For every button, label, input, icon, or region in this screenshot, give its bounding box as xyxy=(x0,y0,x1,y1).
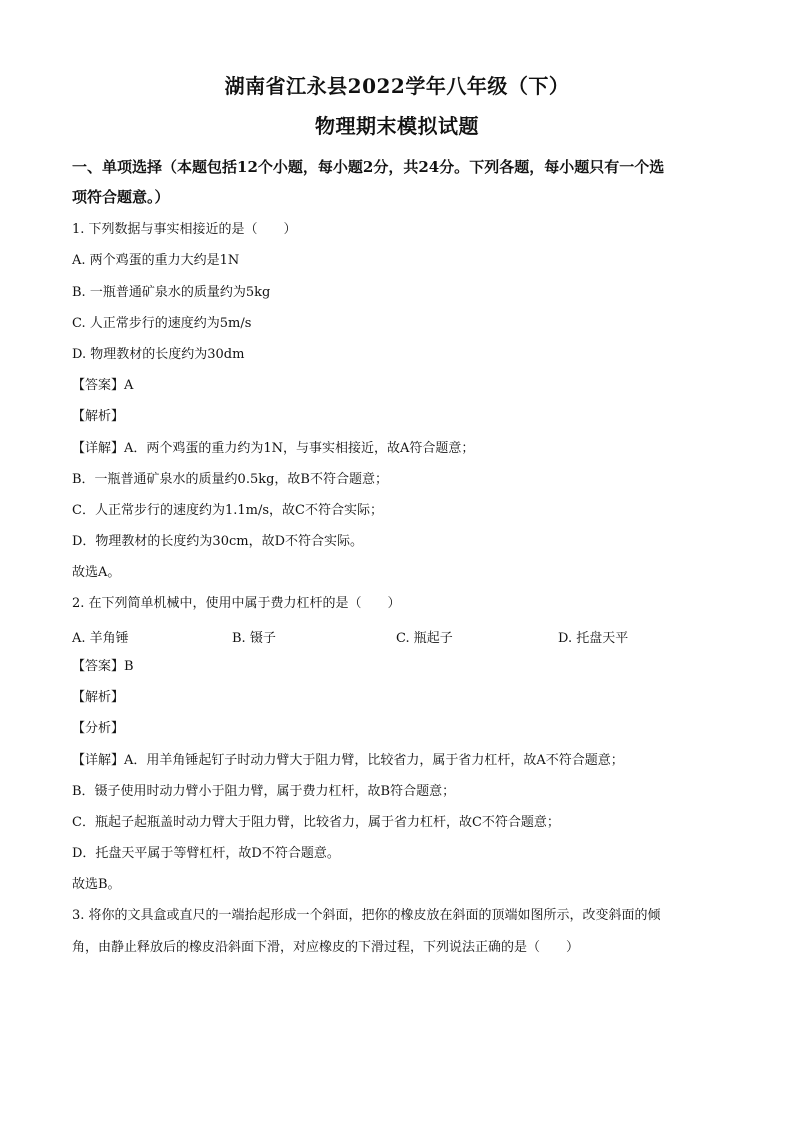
question-3-stem: 3. 将你的文具盒或直尺的一端抬起形成一个斜面，把你的橡皮放在斜面的顶端如图所示，改变斜面的倾 xyxy=(72,908,661,923)
question-2-option-d: D. 托盘天平 xyxy=(558,631,629,646)
section-heading: 一、单项选择（本题包括12个小题，每小题2分，共24分。下列各题，每小题只有一个选 xyxy=(72,158,665,176)
question-1-detail: D．物理教材的长度约为30cm，故D不符合实际。 xyxy=(72,534,363,549)
question-2-stem: 2. 在下列简单机械中，使用中属于费力杠杆的是（ ） xyxy=(72,596,401,611)
question-1-detail: B．一瓶普通矿泉水的质量约0.5kg，故B不符合题意； xyxy=(72,472,388,487)
question-1-answer: 【答案】A xyxy=(72,378,134,393)
question-1-detail: 【详解】A．两个鸡蛋的重力约为1N，与事实相接近，故A符合题意； xyxy=(72,441,475,456)
question-2-options xyxy=(72,627,722,647)
question-2-option-a: A. 羊角锤 xyxy=(72,631,129,646)
question-1-option-c: C. 人正常步行的速度约为5m/s xyxy=(72,316,252,331)
document-title: 湖南省江永县2022学年八年级（下） xyxy=(224,74,570,98)
question-2-detail: B．镊子使用时动力臂小于阻力臂，属于费力杠杆，故B符合题意； xyxy=(72,784,456,799)
question-2-fenxi-label: 【分析】 xyxy=(72,721,125,736)
question-2-option-b: B. 镊子 xyxy=(232,631,276,646)
question-1-conclusion: 故选A。 xyxy=(72,565,121,580)
question-1-detail: C．人正常步行的速度约为1.1m/s，故C不符合实际； xyxy=(72,503,383,518)
question-2-option-c: C. 瓶起子 xyxy=(396,631,453,646)
section-heading-continued: 项符合题意。） xyxy=(72,188,170,206)
question-1-option-b: B. 一瓶普通矿泉水的质量约为5kg xyxy=(72,285,271,300)
question-1-analysis-label: 【解析】 xyxy=(72,409,125,424)
question-2-detail: D．托盘天平属于等臂杠杆，故D不符合题意。 xyxy=(72,846,340,861)
question-3-stem-continued: 角，由静止释放后的橡皮沿斜面下滑，对应橡皮的下滑过程，下列说法正确的是（ ） xyxy=(72,940,580,955)
question-2-answer: 【答案】B xyxy=(72,659,134,674)
question-1-stem: 1. 下列数据与事实相接近的是（ ） xyxy=(72,222,297,237)
question-2-detail: C．瓶起子起瓶盖时动力臂大于阻力臂，比较省力，属于省力杠杆，故C不符合题意； xyxy=(72,815,560,830)
question-1-option-d: D. 物理教材的长度约为30dm xyxy=(72,347,245,362)
question-2-detail: 【详解】A．用羊角锤起钉子时动力臂大于阻力臂，比较省力，属于省力杠杆，故A不符合题意； xyxy=(72,753,624,768)
question-1-option-a: A. 两个鸡蛋的重力大约是1N xyxy=(72,253,240,268)
question-2-analysis-label: 【解析】 xyxy=(72,690,125,705)
document-subtitle: 物理期末模拟试题 xyxy=(315,114,479,138)
question-2-conclusion: 故选B。 xyxy=(72,877,121,892)
